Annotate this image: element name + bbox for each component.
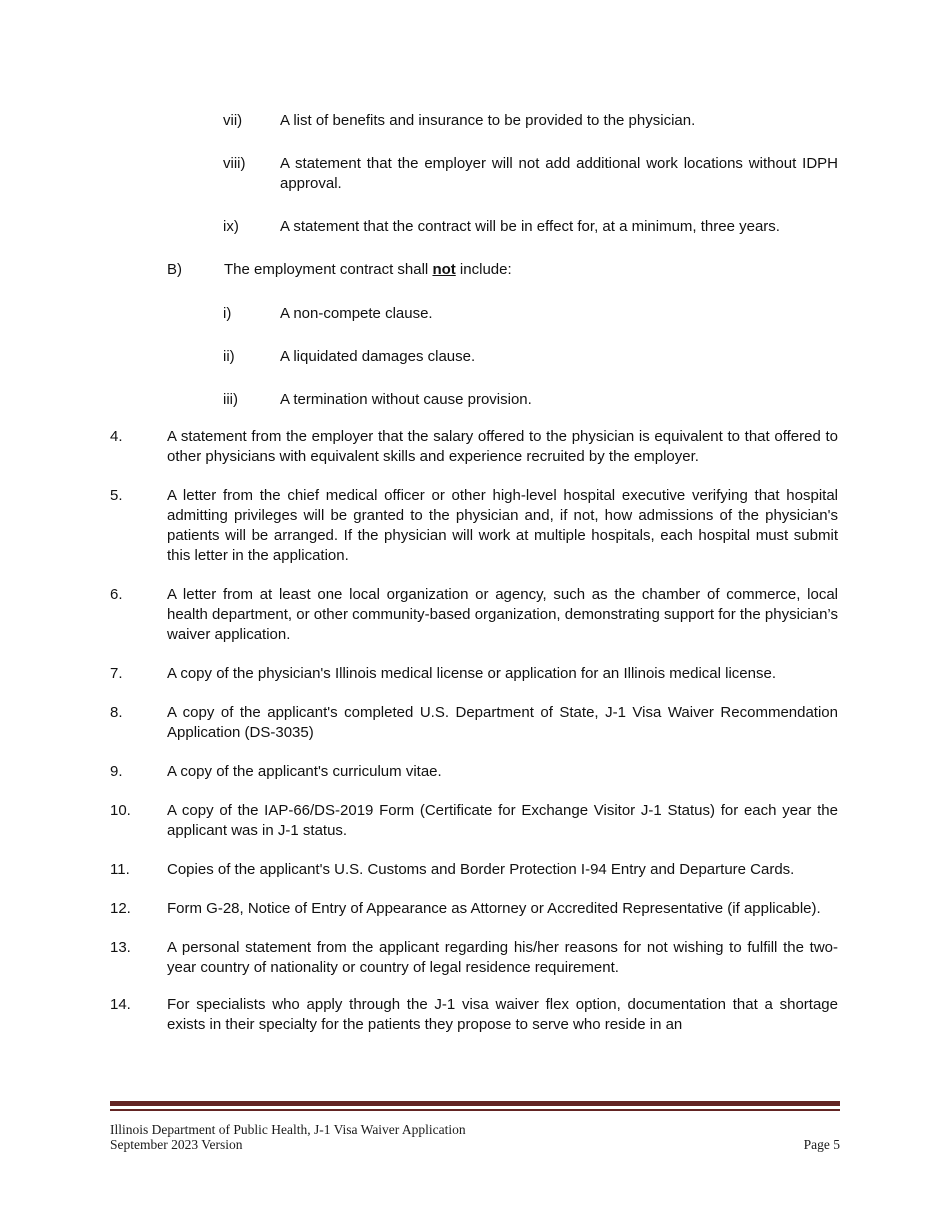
item-marker: 13. bbox=[110, 939, 131, 956]
item-marker: 11. bbox=[110, 861, 130, 878]
item-marker: ix) bbox=[223, 218, 239, 235]
item-11 bbox=[110, 860, 838, 880]
item-14 bbox=[110, 995, 838, 1035]
item-text: A copy of the applicant's completed U.S. Department of State, J-1 Visa Waiver Recommendation Application (DS-3035) bbox=[167, 704, 838, 741]
item-marker: 4. bbox=[110, 428, 123, 445]
item-8 bbox=[110, 703, 838, 743]
item-text: A statement that the contract will be in effect for, at a minimum, three years. bbox=[280, 218, 780, 235]
item-text: A statement from the employer that the salary offered to the physician is equivalent to that offered to other physicians with equivalent skills and experience recruited by the employer. bbox=[167, 428, 838, 465]
footer-text bbox=[110, 1122, 840, 1152]
item-text bbox=[224, 260, 838, 280]
item-iii bbox=[223, 390, 838, 410]
page-footer bbox=[110, 1101, 840, 1152]
item-text: A copy of the applicant's curriculum vitae. bbox=[167, 763, 442, 780]
item-B bbox=[167, 260, 838, 280]
item-marker: 10. bbox=[110, 802, 131, 819]
item-text: A list of benefits and insurance to be provided to the physician. bbox=[280, 112, 696, 129]
footer-document-title: Illinois Department of Public Health, J-1 Visa Waiver Application bbox=[110, 1122, 466, 1137]
item-viii bbox=[223, 154, 838, 194]
footer-page-number: Page 5 bbox=[803, 1137, 840, 1152]
item-marker: i) bbox=[223, 305, 232, 322]
item-marker: 5. bbox=[110, 487, 123, 504]
item-9 bbox=[110, 762, 838, 782]
item-text: A letter from at least one local organization or agency, such as the chamber of commerce, local health department, or other community-based organization, demonstrating support for the physician’s waiver application. bbox=[167, 586, 838, 643]
item-6 bbox=[110, 585, 838, 645]
item-marker: 14. bbox=[110, 996, 131, 1013]
item-marker: 9. bbox=[110, 763, 123, 780]
item-marker: 6. bbox=[110, 586, 123, 603]
footer-version: September 2023 Version bbox=[110, 1137, 243, 1152]
item-ii bbox=[223, 347, 838, 367]
item-text: A copy of the physician's Illinois medical license or application for an Illinois medical license. bbox=[167, 665, 777, 682]
item-text-pre: The employment contract shall bbox=[224, 261, 433, 278]
item-5 bbox=[110, 486, 838, 566]
footer-divider-thin-line bbox=[110, 1109, 840, 1111]
item-text: A statement that the employer will not add additional work locations without IDPH approval. bbox=[280, 155, 838, 192]
item-13 bbox=[110, 938, 838, 978]
item-text-emphasis: not bbox=[432, 261, 456, 278]
item-text: A letter from the chief medical officer or other high-level hospital executive verifying that hospital admitting privileges will be granted to the physician and, if not, how admissions of the physician's patients will be arranged. If the physician will work at multiple hospitals, each hospital must submit this letter in the application. bbox=[167, 487, 838, 564]
item-marker: iii) bbox=[223, 391, 238, 408]
item-text: A non-compete clause. bbox=[280, 305, 433, 322]
item-text: Form G-28, Notice of Entry of Appearance as Attorney or Accredited Representative (if applicable). bbox=[167, 900, 821, 917]
item-marker: viii) bbox=[223, 155, 246, 172]
item-text: A copy of the IAP-66/DS-2019 Form (Certificate for Exchange Visitor J-1 Status) for each year the applicant was in J-1 status. bbox=[167, 802, 838, 839]
footer-divider bbox=[110, 1101, 840, 1111]
item-7 bbox=[110, 664, 838, 684]
item-text: For specialists who apply through the J-1 visa waiver flex option, documentation that a shortage exists in their specialty for the patients they propose to serve who reside in an bbox=[167, 996, 838, 1033]
item-4 bbox=[110, 427, 838, 467]
item-12 bbox=[110, 899, 838, 919]
item-marker: 7. bbox=[110, 665, 123, 682]
item-marker: vii) bbox=[223, 112, 243, 129]
item-ix bbox=[223, 217, 838, 237]
item-marker: ii) bbox=[223, 348, 235, 365]
item-marker: B) bbox=[167, 261, 182, 278]
item-text: A liquidated damages clause. bbox=[280, 348, 476, 365]
item-text-post: include: bbox=[455, 261, 512, 278]
item-text: Copies of the applicant's U.S. Customs and Border Protection I-94 Entry and Departure Cards. bbox=[167, 861, 795, 878]
item-10 bbox=[110, 801, 838, 841]
item-marker: 8. bbox=[110, 704, 123, 721]
item-vii bbox=[223, 111, 838, 131]
item-text: A personal statement from the applicant regarding his/her reasons for not wishing to fulfill the two-year country of nationality or country of legal residence requirement. bbox=[167, 939, 838, 976]
footer-left bbox=[110, 1122, 466, 1152]
item-text: A termination without cause provision. bbox=[280, 391, 532, 408]
item-marker: 12. bbox=[110, 900, 131, 917]
item-i bbox=[223, 304, 838, 324]
